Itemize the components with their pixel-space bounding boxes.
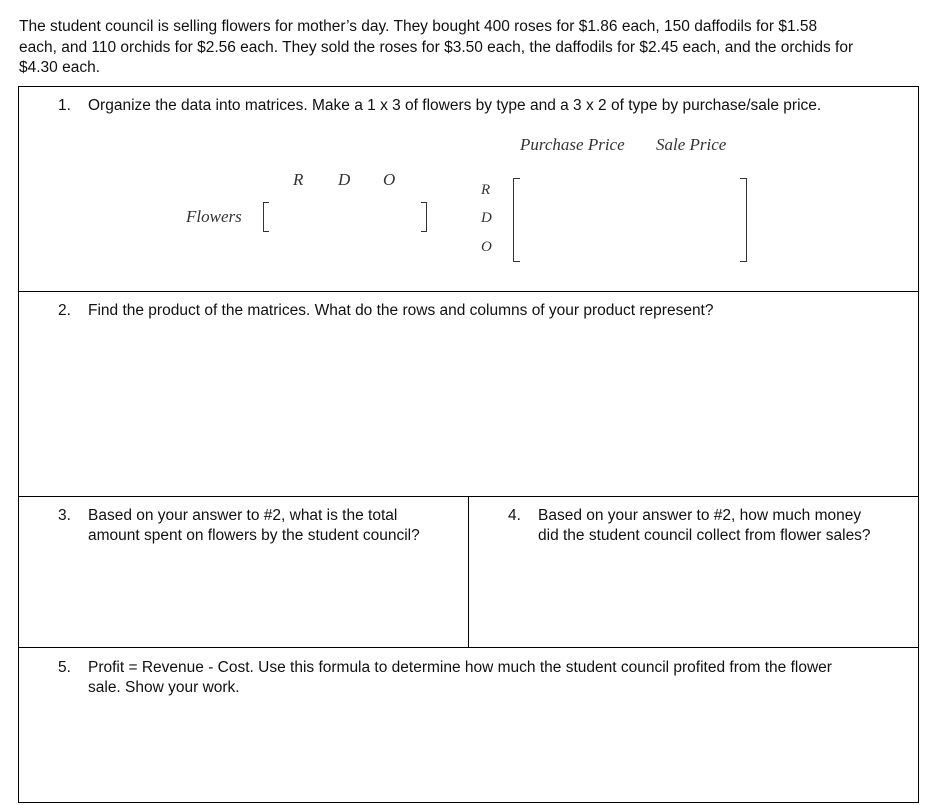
matrix-b-col-purchase: Purchase Price bbox=[520, 135, 625, 154]
question-3-line-1: Based on your answer to #2, what is the total bbox=[88, 507, 398, 524]
question-2-text: Find the product of the matrices. What do the rows and columns of your product represent? bbox=[88, 302, 714, 319]
matrix-a-col-o: O bbox=[383, 170, 396, 189]
question-5-number: 5. bbox=[58, 659, 71, 676]
question-3-box[interactable] bbox=[18, 496, 469, 648]
question-4-line-2: did the student council collect from flower sales? bbox=[538, 527, 871, 544]
question-3-line-2: amount spent on flowers by the student council? bbox=[88, 527, 420, 544]
problem-line-3: $4.30 each. bbox=[19, 59, 101, 76]
question-3-number: 3. bbox=[58, 507, 71, 524]
matrix-a-answer-area[interactable] bbox=[271, 200, 419, 234]
matrix-a-col-d: D bbox=[338, 170, 351, 189]
question-5-line-1: Profit = Revenue - Cost. Use this formula to determine how much the student council profited from the flower bbox=[88, 659, 832, 676]
matrix-b-left-bracket bbox=[513, 178, 520, 262]
question-1-number: 1. bbox=[58, 97, 71, 114]
question-4-text bbox=[538, 506, 871, 546]
question-2-box[interactable] bbox=[18, 291, 919, 497]
matrix-a-right-bracket bbox=[421, 202, 427, 232]
matrix-b-row-d: D bbox=[481, 210, 492, 226]
matrix-a-col-r: R bbox=[293, 170, 304, 189]
matrix-a-left-bracket bbox=[263, 202, 269, 232]
problem-statement bbox=[19, 17, 924, 79]
question-4-number: 4. bbox=[508, 507, 521, 524]
question-5-box[interactable] bbox=[18, 647, 919, 803]
question-2-number: 2. bbox=[58, 302, 71, 319]
question-3-text bbox=[88, 506, 420, 546]
question-5-line-2: sale. Show your work. bbox=[88, 679, 240, 696]
question-5-text bbox=[88, 658, 832, 698]
matrix-b-row-r: R bbox=[481, 182, 491, 198]
question-1-box[interactable] bbox=[18, 86, 919, 292]
matrix-b-col-sale: Sale Price bbox=[656, 135, 727, 154]
matrix-b-answer-area[interactable] bbox=[522, 180, 738, 260]
matrix-a-row-label: Flowers bbox=[186, 207, 242, 226]
problem-line-1: The student council is selling flowers for mother’s day. They bought 400 roses for $1.86 each, 150 daffodils for $1.58 bbox=[19, 18, 818, 35]
matrix-b-right-bracket bbox=[740, 178, 747, 262]
question-1-text: Organize the data into matrices. Make a 1 x 3 of flowers by type and a 3 x 2 of type by purchase/sale price. bbox=[88, 97, 822, 114]
question-4-line-1: Based on your answer to #2, how much money bbox=[538, 507, 862, 524]
question-4-box[interactable] bbox=[468, 496, 919, 648]
problem-line-2: each, and 110 orchids for $2.56 each. They sold the roses for $3.50 each, the daffodils for $2.45 each, and the orchids for bbox=[19, 38, 854, 56]
matrix-b-row-o: O bbox=[481, 239, 492, 255]
